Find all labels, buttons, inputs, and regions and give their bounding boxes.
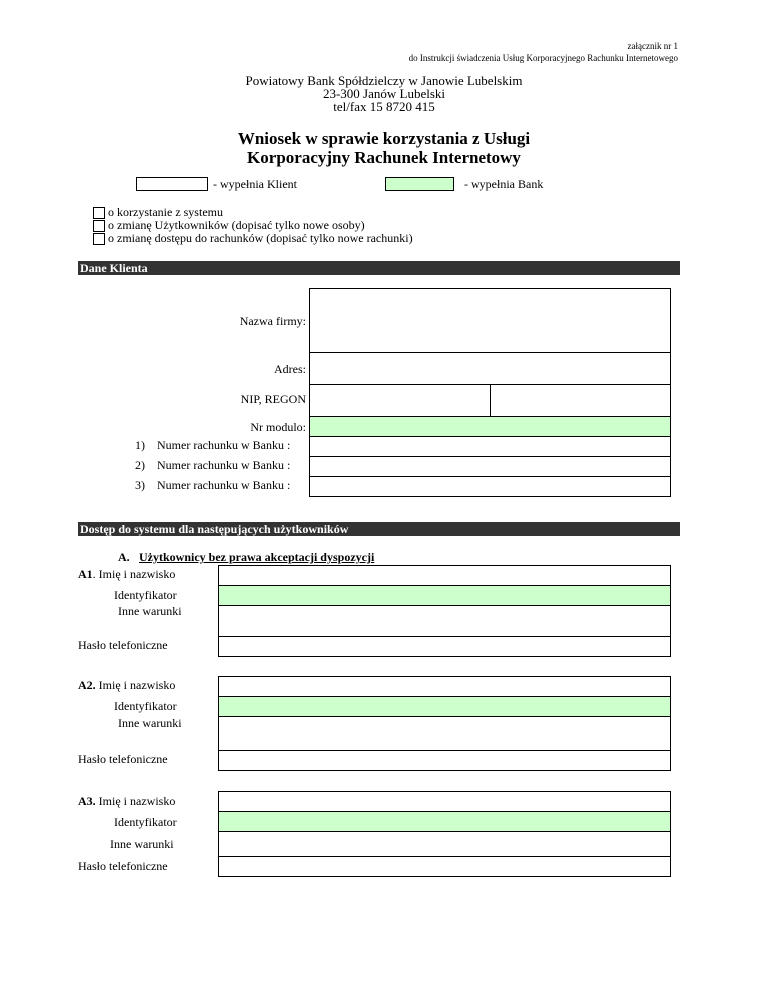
user-a2-name-label (78, 678, 175, 693)
legend-client-swatch (136, 177, 208, 191)
user-a2-name-field[interactable] (218, 676, 671, 697)
user-a3-name-label (78, 794, 175, 809)
user-a3-identifier-label: Identyfikator (114, 815, 177, 829)
users-group-heading: Użytkownicy bez prawa akceptacji dyspozycji (139, 550, 375, 564)
company-name-label: Nazwa firmy: (239, 314, 306, 328)
account-2-number-prefix: 2) (135, 458, 145, 472)
module-number-field[interactable] (309, 416, 671, 437)
account-3-field[interactable] (309, 476, 671, 497)
annex-line-2: do Instrukcji świadczenia Usług Korporacyjnego Rachunku Internetowego (408, 53, 678, 63)
address-field[interactable] (309, 352, 671, 385)
user-a1-phone-password-field[interactable] (218, 636, 671, 657)
user-a1-phone-password-label: Hasło telefoniczne (78, 638, 168, 652)
account-1-field[interactable] (309, 436, 671, 457)
user-a2-identifier-field[interactable] (218, 696, 671, 717)
form-title-line-1: Wniosek w sprawie korzystania z Usługi (237, 129, 531, 148)
user-a2-phone-password-label: Hasło telefoniczne (78, 752, 168, 766)
section-heading-client-data: Dane Klienta (78, 261, 680, 275)
user-a2-other-conditions-field[interactable] (218, 716, 671, 751)
bank-name: Powiatowy Bank Spółdzielczy w Janowie Lubelskim (245, 73, 523, 88)
account-2-label: Numer rachunku w Banku : (157, 458, 291, 472)
account-2-field[interactable] (309, 456, 671, 477)
user-a3-phone-password-label: Hasło telefoniczne (78, 859, 168, 873)
legend-bank-swatch (385, 177, 454, 191)
user-a3-identifier-field[interactable] (218, 811, 671, 832)
user-a2-other-conditions-label: Inne warunki (118, 716, 182, 730)
user-a1-name-text: . Imię i nazwisko (92, 567, 176, 581)
bank-phone: tel/fax 15 8720 415 (333, 99, 435, 114)
user-a1-name-field[interactable] (218, 565, 671, 586)
option-label-change-accounts: o zmianę dostępu do rachunków (dopisać tylko nowe rachunki) (108, 231, 413, 245)
bank-address: 23-300 Janów Lubelski (322, 86, 446, 101)
user-a3-name-text: Imię i nazwisko (95, 794, 176, 808)
user-a3-name-field[interactable] (218, 791, 671, 812)
account-1-label: Numer rachunku w Banku : (157, 438, 291, 452)
users-group-letter: A. (118, 550, 130, 564)
account-3-number-prefix: 3) (135, 478, 145, 492)
user-a1-identifier-label: Identyfikator (114, 588, 177, 602)
regon-field[interactable] (490, 384, 671, 417)
user-a2-phone-password-field[interactable] (218, 750, 671, 771)
legend-client-label: - wypełnia Klient (213, 177, 297, 191)
user-a1-name-label (78, 567, 175, 582)
section-heading-system-access: Dostęp do systemu dla następujących użytkowników (78, 522, 680, 536)
form-title-line-2: Korporacyjny Rachunek Internetowy (247, 148, 521, 167)
option-label-use-system: o korzystanie z systemu (108, 205, 223, 219)
user-a1-code: A1 (78, 567, 93, 581)
account-1-number-prefix: 1) (135, 438, 145, 452)
user-a2-name-text: Imię i nazwisko (95, 678, 176, 692)
account-3-label: Numer rachunku w Banku : (157, 478, 291, 492)
company-name-field[interactable] (309, 288, 671, 353)
module-number-label: Nr modulo: (250, 420, 306, 434)
annex-line-1: załącznik nr 1 (627, 41, 678, 51)
user-a3-code: A3. (78, 794, 96, 808)
option-checkbox-use-system[interactable] (93, 207, 105, 219)
user-a1-identifier-field[interactable] (218, 585, 671, 606)
option-checkbox-change-accounts[interactable] (93, 233, 105, 245)
user-a3-phone-password-field[interactable] (218, 856, 671, 877)
nip-regon-label: NIP, REGON (240, 392, 306, 406)
nip-field[interactable] (309, 384, 491, 417)
legend-bank-label: - wypełnia Bank (464, 177, 544, 191)
user-a2-code: A2. (78, 678, 96, 692)
option-checkbox-change-users[interactable] (93, 220, 105, 232)
user-a2-identifier-label: Identyfikator (114, 699, 177, 713)
user-a1-other-conditions-field[interactable] (218, 605, 671, 637)
user-a1-other-conditions-label: Inne warunki (118, 604, 182, 618)
user-a3-other-conditions-label: Inne warunki (110, 837, 174, 851)
user-a3-other-conditions-field[interactable] (218, 831, 671, 857)
option-label-change-users: o zmianę Użytkowników (dopisać tylko nowe osoby) (108, 218, 365, 232)
address-label: Adres: (274, 362, 306, 376)
